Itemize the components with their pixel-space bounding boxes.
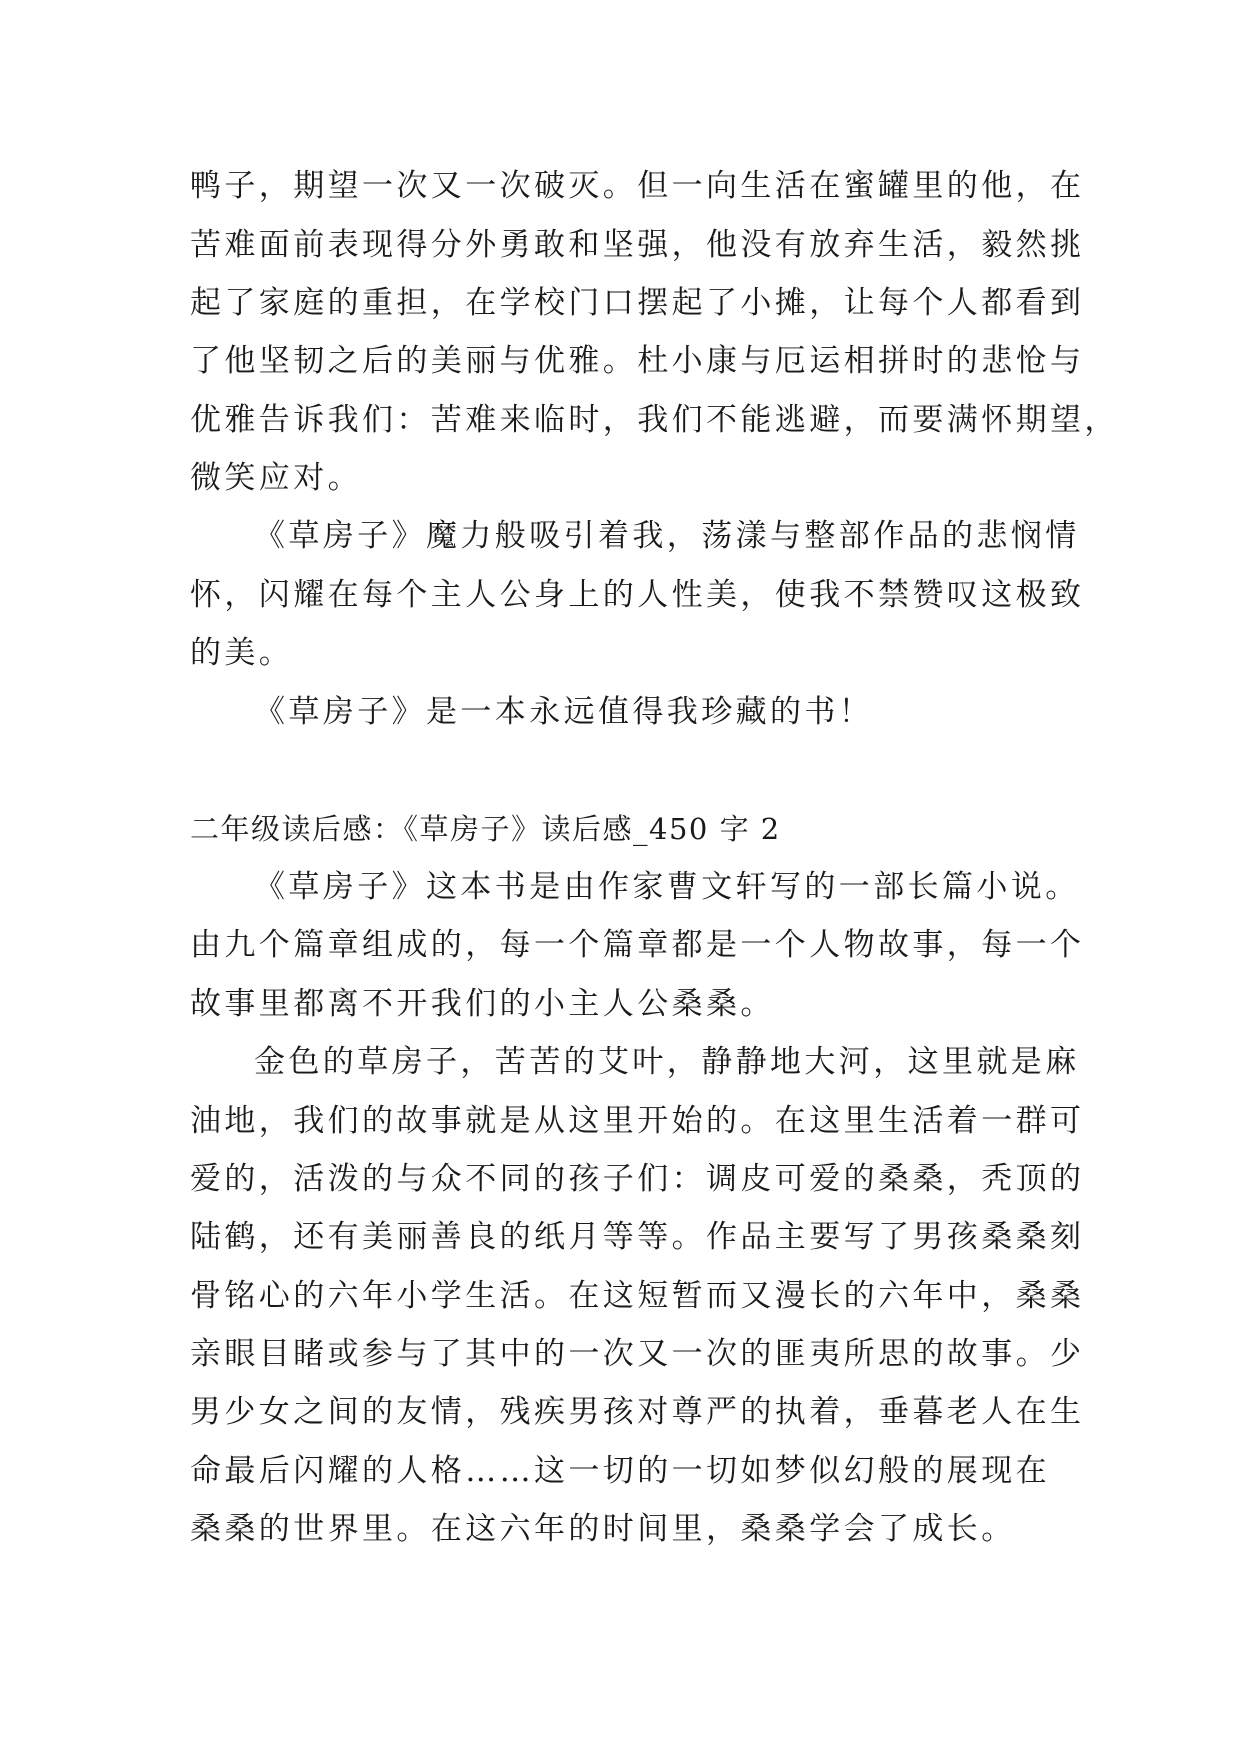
paragraph-line: 亲眼目睹或参与了其中的一次又一次的匪夷所思的故事。少 [190, 1336, 1085, 1372]
paragraph-line: 的美。 [190, 635, 294, 671]
paragraph-line: 命最后闪耀的人格……这一切的一切如梦似幻般的展现在 [190, 1453, 1050, 1489]
paragraph-line: 男少女之间的友情，残疾男孩对尊严的执着，垂暮老人在生 [190, 1394, 1085, 1430]
paragraph-line: 起了家庭的重担，在学校门口摆起了小摊，让每个人都看到 [190, 285, 1085, 321]
paragraph-line: 优雅告诉我们：苦难来临时，我们不能逃避，而要满怀期望， [190, 402, 1119, 438]
paragraph-line: 爱的，活泼的与众不同的孩子们：调皮可爱的桑桑，秃顶的 [190, 1161, 1085, 1197]
paragraph-line: 鸭子，期望一次又一次破灭。但一向生活在蜜罐里的他，在 [190, 168, 1085, 204]
paragraph-line: 桑桑的世界里。在这六年的时间里，桑桑学会了成长。 [190, 1511, 1016, 1547]
paragraph-line: 由九个篇章组成的，每一个篇章都是一个人物故事，每一个 [190, 927, 1085, 963]
paragraph-line: 油地，我们的故事就是从这里开始的。在这里生活着一群可 [190, 1103, 1085, 1139]
paragraph-line: 《草房子》这本书是由作家曹文轩写的一部长篇小说。 [254, 869, 1080, 905]
paragraph-line: 《草房子》是一本永远值得我珍藏的书！ [254, 694, 874, 730]
paragraph-line: 骨铭心的六年小学生活。在这短暂而又漫长的六年中，桑桑 [190, 1278, 1085, 1314]
paragraph-line: 《草房子》魔力般吸引着我，荡漾与整部作品的悲悯情 [254, 518, 1080, 554]
paragraph-line: 苦难面前表现得分外勇敢和坚强，他没有放弃生活，毅然挑 [190, 227, 1085, 263]
paragraph-line: 微笑应对。 [190, 460, 362, 496]
paragraph-line: 故事里都离不开我们的小主人公桑桑。 [190, 986, 775, 1022]
paragraph-line: 了他坚韧之后的美丽与优雅。杜小康与厄运相拼时的悲怆与 [190, 343, 1085, 379]
paragraph-line: 金色的草房子，苦苦的艾叶，静静地大河，这里就是麻 [254, 1044, 1080, 1080]
paragraph-line: 陆鹤，还有美丽善良的纸月等等。作品主要写了男孩桑桑刻 [190, 1219, 1085, 1255]
paragraph-line: 怀，闪耀在每个主人公身上的人性美，使我不禁赞叹这极致 [190, 577, 1085, 613]
section-heading: 二年级读后感：《草房子》读后感_450 字 2 [190, 812, 781, 846]
